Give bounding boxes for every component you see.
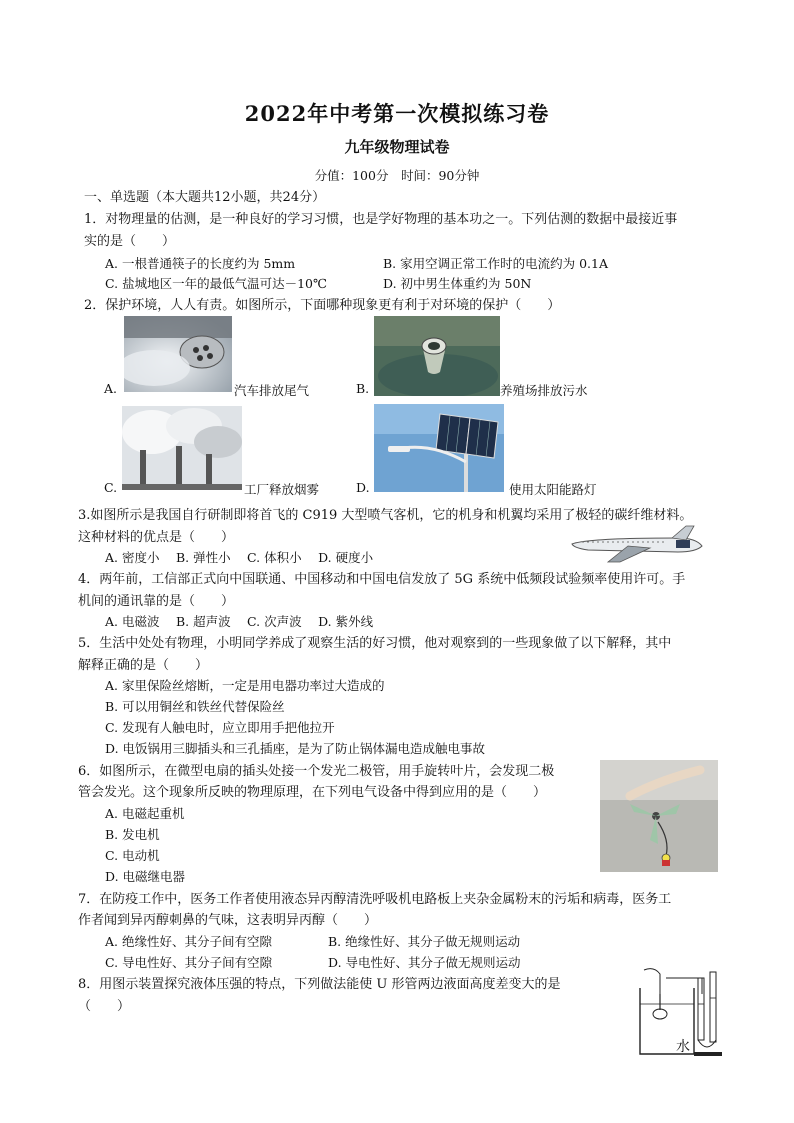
q2-b-letter: B. <box>356 381 370 396</box>
q1-option-d: D. 初中男生体重约为 50N <box>383 276 532 291</box>
q4-options: A. 电磁波 B. 超声波 C. 次声波 D. 紫外线 <box>105 614 374 629</box>
car-exhaust-image <box>124 316 232 392</box>
q7-line2: 作者闻到异丙醇刺鼻的气味，这表明异丙醇（ ） <box>78 913 378 928</box>
q2-a-text: 汽车排放尾气 <box>234 383 310 398</box>
solar-streetlight-image <box>374 404 504 492</box>
q2-d-text: 使用太阳能路灯 <box>509 482 597 497</box>
q3-options: A. 密度小 B. 弹性小 C. 体积小 D. 硬度小 <box>105 550 374 565</box>
exam-meta: 分值：100分 时间：90分钟 <box>314 168 480 183</box>
q5-line2: 解释正确的是（ ） <box>78 658 209 673</box>
q2-b-text: 养殖场排放污水 <box>500 383 588 398</box>
q8-line2: （ ） <box>78 999 131 1014</box>
q6-line1: 6．如图所示，在微型电扇的插头处接一个发光二极管，用手旋转叶片，会发现二极 <box>78 764 555 779</box>
q7-option-b: B. 绝缘性好、其分子做无规则运动 <box>328 934 521 949</box>
q5-line1: 5．生活中处处有物理，小明同学养成了观察生活的好习惯，他对观察到的一些现象做了以下解释，其中 <box>78 636 672 651</box>
q5-option-a: A. 家里保险丝熔断，一定是用电器功率过大造成的 <box>105 678 385 693</box>
section-heading: 一、单选题（本大题共12小题，共24分） <box>84 190 326 205</box>
q5-option-d: D. 电饭锅用三脚插头和三孔插座，是为了防止锅体漏电造成触电事故 <box>105 741 486 756</box>
airplane-image <box>568 524 706 564</box>
u-tube-apparatus-image <box>636 964 722 1058</box>
water-label: 水 <box>676 1039 690 1055</box>
q7-line1: 7．在防疫工作中，医务工作者使用液态异丙醇清洗呼吸机电路板上夹杂金属粉末的污垢和病毒，医务工 <box>78 892 672 907</box>
q1-line2: 实的是（ ） <box>84 234 176 249</box>
fan-led-image <box>600 760 718 872</box>
q6-option-d: D. 电磁继电器 <box>105 869 186 884</box>
q2-c-text: 工厂释放烟雾 <box>244 482 320 497</box>
q7-option-a: A. 绝缘性好、其分子间有空隙 <box>105 934 272 949</box>
q4-line2: 机间的通讯靠的是（ ） <box>78 594 235 609</box>
q4-line1: 4．两年前，工信部正式向中国联通、中国移动和中国电信发放了 5G 系统中低频段试验频率使用许可。手 <box>78 572 686 587</box>
q3-line1: 3.如图所示是我国自行研制即将首飞的 C919 大型喷气客机，它的机身和机翼均采用了极轻的碳纤维材料。 <box>78 508 693 523</box>
q5-option-b: B. 可以用铜丝和铁丝代替保险丝 <box>105 699 285 714</box>
q6-option-a: A. 电磁起重机 <box>105 806 185 821</box>
exam-subtitle: 九年级物理试卷 <box>344 138 450 156</box>
q3-line2: 这种材料的优点是（ ） <box>78 530 235 545</box>
sewage-image <box>374 316 500 396</box>
q1-option-c: C. 盐城地区一年的最低气温可达－10℃ <box>105 276 327 291</box>
q1-option-b: B. 家用空调正常工作时的电流约为 0.1A <box>383 256 609 271</box>
q2-c-letter: C. <box>104 480 118 495</box>
q1-option-a: A. 一根普通筷子的长度约为 5mm <box>105 256 296 271</box>
q6-option-c: C. 电动机 <box>105 848 160 863</box>
exam-title: 2022年中考第一次模拟练习卷 <box>244 101 550 126</box>
q5-option-c: C. 发现有人触电时，应立即用手把他拉开 <box>105 720 335 735</box>
q6-option-b: B. 发电机 <box>105 827 160 842</box>
q2-a-letter: A. <box>104 381 118 396</box>
q8-line1: 8．用图示装置探究液体压强的特点，下列做法能使 U 形管两边液面高度差变大的是 <box>78 977 561 992</box>
factory-smoke-image <box>122 406 242 490</box>
q2-d-letter: D. <box>356 480 370 495</box>
q2-line1: 2．保护环境，人人有责。如图所示，下面哪种现象更有利于对环境的保护（ ） <box>84 298 561 313</box>
q7-option-c: C. 导电性好、其分子间有空隙 <box>105 955 273 970</box>
q7-option-d: D. 导电性好、其分子做无规则运动 <box>328 955 521 970</box>
q1-line1: 1．对物理量的估测，是一种良好的学习习惯，也是学好物理的基本功之一。下列估测的数据中最接近事 <box>84 212 678 227</box>
q6-line2: 管会发光。这个现象所反映的物理原理，在下列电气设备中得到应用的是（ ） <box>78 785 547 800</box>
